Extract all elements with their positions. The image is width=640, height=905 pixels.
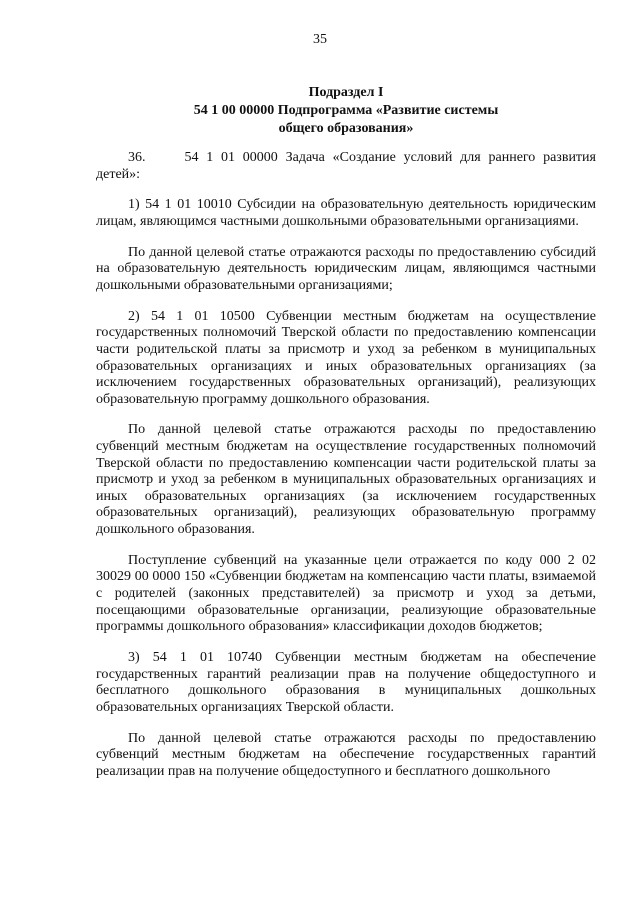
heading-line-subprogram-cont: общего образования» — [278, 121, 414, 136]
paragraph-item-1-description: По данной целевой статье отражаются расходы по предоставлению субсидий на образовательную деятельность юридическим лицам, являющимся частными дошкольными образовательными организациями; — [96, 244, 596, 293]
page-number: 35 — [313, 32, 327, 47]
paragraph-item-2: 2) 54 1 01 10500 Субвенции местным бюджетам на осуществление государственных полномочий Тверской области по предоставлению компенсации части родительской платы за присмотр и уход за ребенком в муниципальных образовательных организациях и иных образовательных организациях (за исключением государственных образовательных организаций), реализующих образовательную программу дошкольного образования. — [96, 308, 596, 407]
heading-line-subprogram: 54 1 00 00000 Подпрограмма «Развитие системы — [193, 103, 499, 118]
paragraph-task-36: 36. 54 1 01 00000 Задача «Создание условий для раннего развития детей»: — [96, 150, 596, 182]
paragraph-item-2-revenue-code: Поступление субвенций на указанные цели отражается по коду 000 2 02 30029 00 0000 150 «Субвенции бюджетам на компенсацию части платы, взимаемой с родителей (законных представителей) за присмотр и уход за детьми, посещающими образовательные организации, реализующие образовательные программы дошкольного образования» классификации доходов бюджетов; — [96, 552, 596, 635]
paragraph-item-2-description: По данной целевой статье отражаются расходы по предоставлению субвенций местным бюджетам на осуществление государственных полномочий Тверской области по предоставлению компенсации части родительской платы за присмотр и уход за ребенком в муниципальных образовательных организациях и иных образовательных организациях (за исключением государственных образовательных организаций), реализующих образовательную программу дошкольного образования. — [96, 422, 596, 538]
document-body — [96, 150, 596, 795]
paragraph-item-1: 1) 54 1 01 10010 Субсидии на образовательную деятельность юридическим лицам, являющимся частными дошкольными образовательными организациями. — [96, 197, 596, 229]
paragraph-item-3: 3) 54 1 01 10740 Субвенции местным бюджетам на обеспечение государственных гарантий реализации прав на получение общедоступного и бесплатного дошкольного образования в муниципальных дошкольных образовательных организациях Тверской области. — [96, 649, 596, 715]
section-heading — [96, 84, 596, 138]
heading-line-subsection: Подраздел I — [308, 85, 384, 100]
paragraph-item-3-description: По данной целевой статье отражаются расходы по предоставлению субвенций местным бюджетам на обеспечение государственных гарантий реализации прав на получение общедоступного и бесплатного дошкольного — [96, 730, 596, 779]
